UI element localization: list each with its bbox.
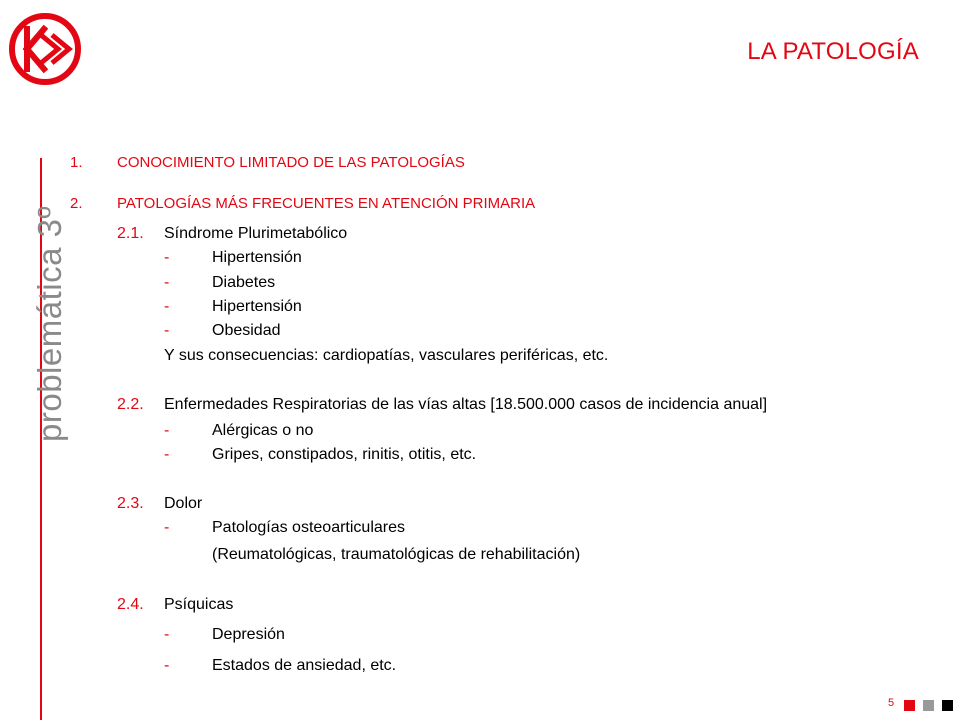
list-item: - Patologías osteoarticulares <box>164 519 405 536</box>
bullet: - <box>164 274 170 291</box>
subsection-2-1 <box>117 224 347 244</box>
subsection-number: 2.4. <box>117 596 144 613</box>
footer-square-black <box>942 700 953 711</box>
page-number: 5 <box>888 697 895 709</box>
bullet: - <box>164 249 170 266</box>
subsection-2-3 <box>117 494 202 514</box>
bullet: - <box>164 446 170 463</box>
bullet: - <box>164 657 170 674</box>
list-item: - Estados de ansiedad, etc. <box>164 657 397 674</box>
bullet: - <box>164 519 170 536</box>
section-2 <box>70 194 535 214</box>
section-heading: PATOLOGÍAS MÁS FRECUENTES EN ATENCIÓN PRIMARIA <box>117 195 536 212</box>
bullet: - <box>164 322 170 339</box>
footer-square-red <box>904 700 915 711</box>
subsection-note: (Reumatológicas, traumatológicas de rehabilitación) <box>212 546 581 563</box>
bullet: - <box>164 298 170 315</box>
section-number: 1. <box>70 154 83 171</box>
list-item: - Obesidad <box>164 322 281 339</box>
section-1 <box>70 153 465 173</box>
subsection-number: 2.2. <box>117 396 144 413</box>
list-item: - Hipertensión <box>164 249 302 266</box>
bullet: - <box>164 626 170 643</box>
subsection-2-2 <box>117 395 767 415</box>
list-item: - Gripes, constipados, rinitis, otitis, etc. <box>164 446 477 463</box>
list-item: - Depresión <box>164 626 285 643</box>
subsection-number: 2.3. <box>117 495 144 512</box>
subsection-heading: Dolor <box>164 495 203 512</box>
section-heading: CONOCIMIENTO LIMITADO DE LAS PATOLOGÍAS <box>117 154 465 171</box>
page-title: LA PATOLOGÍA <box>747 38 919 65</box>
list-item: - Hipertensión <box>164 298 302 315</box>
list-item: - Alérgicas o no <box>164 422 314 439</box>
subsection-note: Y sus consecuencias: cardiopatías, vasculares periféricas, etc. <box>164 347 609 364</box>
sidebar-label: problemática 3º <box>31 205 68 442</box>
subsection-heading: Psíquicas <box>164 596 234 613</box>
subsection-heading: Síndrome Plurimetabólico <box>164 225 348 242</box>
section-number: 2. <box>70 195 83 212</box>
footer-square-gray <box>923 700 934 711</box>
subsection-number: 2.1. <box>117 225 144 242</box>
list-item: - Diabetes <box>164 274 276 291</box>
subsection-2-4 <box>117 595 233 615</box>
bullet: - <box>164 422 170 439</box>
subsection-heading: Enfermedades Respiratorias de las vías altas [18.500.000 casos de incidencia anual] <box>164 396 768 413</box>
